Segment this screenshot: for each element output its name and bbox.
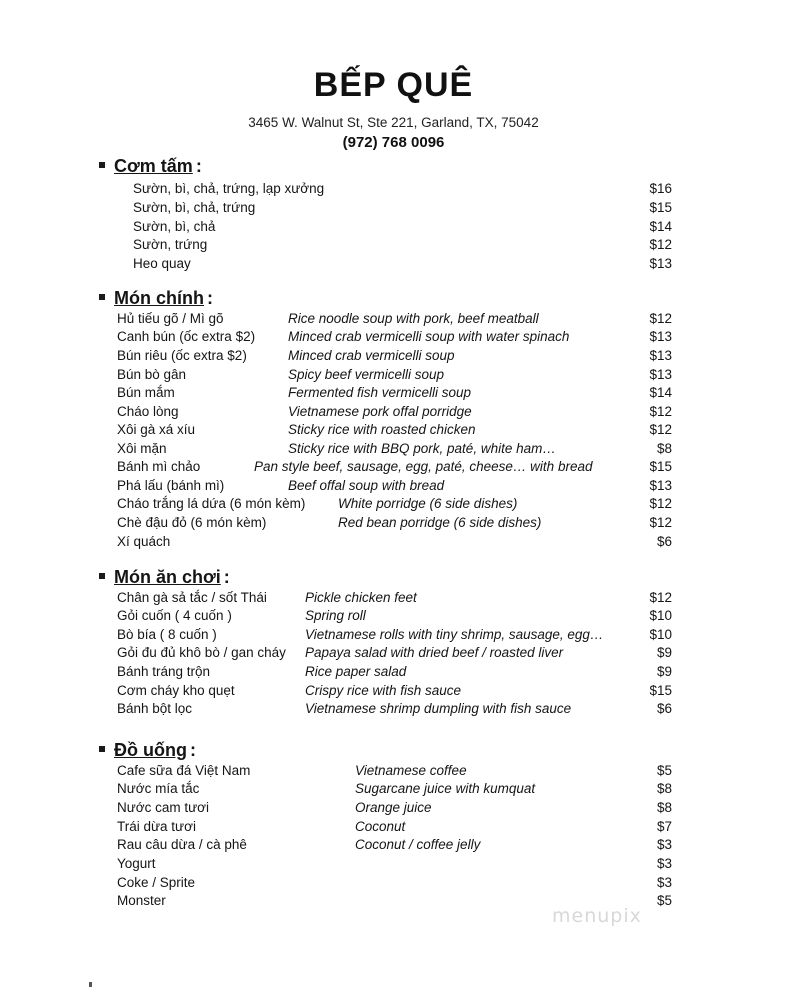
menu-item [0,495,787,513]
item-price: $12 [649,496,672,511]
menu-item [0,589,787,607]
item-description: Coconut [355,819,406,834]
item-description: Beef offal soup with bread [288,478,445,493]
item-price: $12 [649,237,672,252]
item-price: $14 [649,385,672,400]
bullet-icon [99,573,105,579]
item-description: Sticky rice with BBQ pork, paté, white ham… [288,441,556,456]
item-name: Cơm cháy kho quẹt [117,683,235,698]
menu-item [0,458,787,476]
item-name: Bò bía ( 8 cuốn ) [117,627,217,642]
bullet-icon [99,294,105,300]
item-price: $8 [656,441,672,456]
item-price: $5 [656,893,672,908]
menu-item [0,514,787,532]
item-price: $6 [656,534,672,549]
menu-item [0,892,787,910]
menu-item [0,762,787,780]
item-name: Bún mắm [117,385,175,400]
item-name: Xí quách [117,534,171,549]
menu-item [0,421,787,439]
item-name: Xôi gà xá xíu [117,422,196,437]
item-price: $6 [656,701,672,716]
item-description: Vietnamese coffee [355,763,467,778]
item-price: $3 [656,837,672,852]
item-description: Papaya salad with dried beef / roasted liver [305,645,564,660]
item-price: $12 [649,590,672,605]
menu-item [0,874,787,892]
item-description: Vietnamese rolls with tiny shrimp, sausage, egg… [305,627,604,642]
item-name: Cháo lòng [117,404,179,419]
menupix-watermark: menupix [552,905,642,927]
menu-item [0,477,787,495]
item-description: Red bean porridge (6 side dishes) [338,515,542,530]
item-price: $13 [649,329,672,344]
item-name: Yogurt [117,856,156,871]
item-price: $10 [649,627,672,642]
menu-item [0,310,787,328]
item-description: Rice paper salad [305,664,407,679]
menu-item [0,236,787,254]
item-description: Sticky rice with roasted chicken [288,422,476,437]
item-name: Heo quay [133,256,191,271]
item-description: Minced crab vermicelli soup [288,348,455,363]
item-price: $12 [649,422,672,437]
menu-item [0,180,787,198]
section-title: Cơm tấm [114,156,193,176]
menu-item [0,644,787,662]
item-name: Nước mía tắc [117,781,200,796]
item-price: $13 [649,348,672,363]
menu-item [0,626,787,644]
menu-item [0,328,787,346]
item-name: Bún bò gân [117,367,187,382]
item-description: Vietnamese pork offal porridge [288,404,472,419]
menu-item [0,818,787,836]
menu-item [0,366,787,384]
menu-item [0,533,787,551]
menu-item [0,682,787,700]
restaurant-name: BẾP QUÊ [313,66,474,104]
item-price: $8 [656,781,672,796]
item-price: $10 [649,608,672,623]
menu-item [0,780,787,798]
menu-item [0,607,787,625]
menu-item [0,855,787,873]
item-name: Phá lấu (bánh mì) [117,478,225,493]
item-description: Pickle chicken feet [305,590,417,605]
item-price: $16 [649,181,672,196]
restaurant-address: 3465 W. Walnut St, Ste 221, Garland, TX, 75042 [248,115,539,130]
item-name: Gỏi cuốn ( 4 cuốn ) [117,608,232,623]
menu-item [0,799,787,817]
item-description: Rice noodle soup with pork, beef meatball [288,311,539,326]
item-price: $13 [649,478,672,493]
item-price: $13 [649,367,672,382]
menu-item [0,199,787,217]
item-price: $12 [649,311,672,326]
item-price: $15 [649,459,672,474]
item-name: Hủ tiếu gõ / Mì gõ [117,311,224,326]
item-description: Fermented fish vermicelli soup [288,385,472,400]
item-name: Bánh bột lọc [117,701,193,716]
item-name: Sườn, bì, chả, trứng [133,200,256,215]
section-title: Đồ uống [114,740,187,760]
item-name: Bánh mì chảo [117,459,201,474]
item-name: Monster [117,893,166,908]
item-name: Gỏi đu đủ khô bò / gan cháy [117,645,286,660]
item-name: Sườn, bì, chả [133,219,216,234]
item-description: Spicy beef vermicelli soup [288,367,445,382]
section-heading: Đồ uống : [99,740,196,761]
item-name: Bánh tráng trộn [117,664,211,679]
item-description: Orange juice [355,800,432,815]
section-heading: Cơm tấm : [99,156,202,177]
item-price: $12 [649,515,672,530]
item-price: $3 [656,875,672,890]
item-description: Coconut / coffee jelly [355,837,481,852]
item-name: Rau câu dừa / cà phê [117,837,247,852]
item-price: $9 [656,664,672,679]
menu-item [0,403,787,421]
restaurant-phone: (972) 768 0096 [342,134,445,151]
section-heading: Món ăn chơi : [99,567,230,588]
menu-item [0,218,787,236]
item-name: Sườn, bì, chả, trứng, lạp xưởng [133,181,325,196]
item-description: Pan style beef, sausage, egg, paté, cheese… with bread [254,459,593,474]
item-description: Spring roll [305,608,366,623]
item-name: Canh bún (ốc extra $2) [117,329,256,344]
item-price: $15 [649,683,672,698]
item-description: Minced crab vermicelli soup with water spinach [288,329,570,344]
item-price: $3 [656,856,672,871]
item-name: Cafe sữa đá Việt Nam [117,763,251,778]
menu-item [0,663,787,681]
item-price: $12 [649,404,672,419]
item-price: $14 [649,219,672,234]
item-name: Trái dừa tươi [117,819,196,834]
menu-item [0,347,787,365]
item-description: Sugarcane juice with kumquat [355,781,536,796]
section-title: Món ăn chơi [114,567,221,587]
item-price: $8 [656,800,672,815]
menu-item [0,700,787,718]
item-description: White porridge (6 side dishes) [338,496,518,511]
item-price: $13 [649,256,672,271]
item-name: Nước cam tươi [117,800,210,815]
item-name: Xôi mặn [117,441,167,456]
item-price: $7 [656,819,672,834]
item-name: Cháo trắng lá dứa (6 món kèm) [117,496,306,511]
bullet-icon [99,162,105,168]
section-heading: Món chính : [99,288,213,309]
item-name: Bún riêu (ốc extra $2) [117,348,247,363]
scan-speck [89,982,92,987]
menu-item [0,384,787,402]
item-name: Chè đậu đỏ (6 món kèm) [117,515,267,530]
menu-item [0,255,787,273]
bullet-icon [99,746,105,752]
item-name: Chân gà sả tắc / sốt Thái [117,590,267,605]
section-title: Món chính [114,288,204,308]
item-name: Sườn, trứng [133,237,208,252]
item-price: $15 [649,200,672,215]
menu-item [0,836,787,854]
item-price: $9 [656,645,672,660]
item-description: Vietnamese shrimp dumpling with fish sauce [305,701,572,716]
item-description: Crispy rice with fish sauce [305,683,462,698]
item-name: Coke / Sprite [117,875,196,890]
menu-item [0,440,787,458]
item-price: $5 [656,763,672,778]
